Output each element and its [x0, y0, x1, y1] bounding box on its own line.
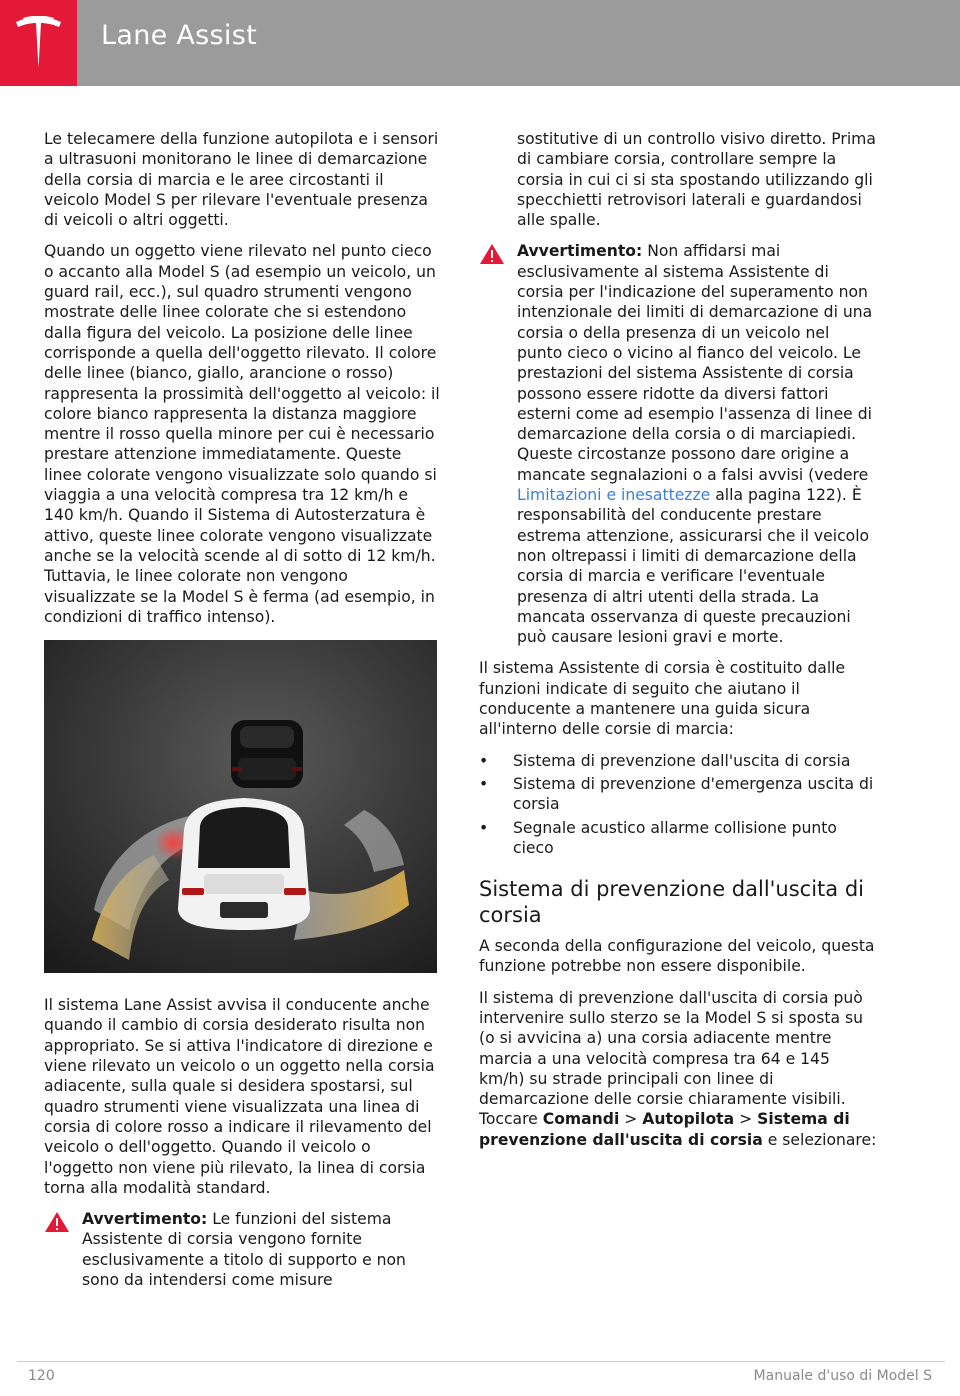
warning-continuation: sostitutive di un controllo visivo diretto. Prima di cambiare corsia, controllare sempre la corsia in cui ci si sta spostando utilizzando gli specchietti retrovisori laterali e guardandosi alle spalle. — [517, 130, 876, 230]
warning-block-2 — [479, 241, 879, 647]
menu-lane-departure: Sistema di prevenzione dall'uscita di corsia — [479, 1110, 850, 1149]
feature-list — [479, 751, 879, 858]
menu-separator: > — [619, 1110, 643, 1129]
page-title: Lane Assist — [101, 20, 257, 51]
config-paragraph: A seconda della configurazione del veicolo, questa funzione potrebbe non essere disponibile. — [479, 937, 875, 976]
lane-departure-paragraph — [479, 988, 879, 1150]
page-header — [0, 0, 960, 86]
limitations-link[interactable]: Limitazioni e inesattezze — [517, 486, 711, 505]
list-item: • Sistema di prevenzione dall'uscita di corsia — [479, 751, 879, 771]
warning-label: Avvertimento: — [82, 1210, 208, 1229]
intro-paragraph: Le telecamere della funzione autopilota e i sensori a ultrasuoni monitorano le linee di demarcazione della corsia di marcia e le aree circostanti il veicolo Model S per rilevare l'eventuale presenza di veicoli o altri oggetti. — [44, 130, 439, 230]
right-column — [479, 129, 879, 1161]
list-item: • Segnale acustico allarme collisione punto cieco — [479, 818, 879, 859]
dark-vehicle — [231, 720, 303, 788]
components-intro: Il sistema Assistente di corsia è costituito dalle funzioni indicate di seguito che aiutano il conducente a mantenere una guida sicura all'interno delle corsie di marcia: — [479, 659, 846, 739]
tesla-logo-icon — [14, 16, 63, 70]
warning-block-1 — [44, 1209, 442, 1290]
warning-icon — [479, 243, 505, 265]
warning-text: Le funzioni del sistema Assistente di corsia vengono fornite esclusivamente a titolo di supporto e non sono da intendersi come misure — [82, 1210, 406, 1289]
lane-assist-illustration — [44, 640, 437, 973]
warning-label: Avvertimento: — [517, 242, 643, 261]
list-item: • Sistema di prevenzione d'emergenza uscita di corsia — [479, 774, 879, 815]
paragraph-text: Il sistema di prevenzione dall'uscita di corsia può intervenire sullo sterzo se la Model S si sposta su (o si avvicina a) una corsia adiacente mentre marcia a una velocità compresa tra 64 e 145 km/h) su strade principali con linee di demarcazione delle corsie chiaramente visibili. Toccare — [479, 988, 863, 1129]
brand-logo — [0, 0, 77, 86]
paragraph-text-end: e selezionare: — [762, 1130, 877, 1149]
menu-separator: > — [734, 1110, 758, 1129]
lane-change-paragraph: Il sistema Lane Assist avvisa il conducente anche quando il cambio di corsia desiderato risulta non appropriato. Se si attiva l'indicatore di direzione e viene rilevato un veicolo o un oggetto nella corsia adiacente, sulla quale si desidera spostarsi, sul quadro strumenti viene visualizzata una linea di corsia di colore rosso a indicare il rilevamento del veicolo o dell'oggetto. Quando il veicolo o l'oggetto non viene più rilevato, la linea di corsia torna alla modalità standard. — [44, 996, 435, 1197]
menu-autopilot: Autopilota — [642, 1110, 735, 1129]
menu-controls: Comandi — [542, 1110, 620, 1129]
detection-paragraph: Quando un oggetto viene rilevato nel punto cieco o accanto alla Model S (ad esempio un veicolo, un guard rail, ecc.), sul quadro strumenti vengono mostrate delle linee colorate che si estendono dalla figura del veicolo. La posizione delle linee corrisponde a quella dell'oggetto rilevato. Il colore delle linee (bianco, giallo, arancione o rosso) rappresenta la prossimità dell'oggetto al veicolo: il colore bianco rappresenta la distanza maggiore mentre il rosso quella minore per cui è necessario prestare attenzione immediatamente. Queste linee colorate vengono visualizzate solo quando si viaggia a una velocità compresa tra 12 km/h e 140 km/h. Quando il Sistema di Autosterzatura è attivo, queste linee colorate vengono visualizzate anche se la velocità scende al di sotto di 12 km/h. Tuttavia, le linee colorate non vengono visualizzate se la Model S è ferma (ad esempio, in condizioni di traffico intenso). — [44, 242, 440, 626]
manual-title: Manuale d'uso di Model S — [753, 1368, 932, 1384]
warning-text-part1: Non affidarsi mai esclusivamente al sistema Assistente di corsia per l'indicazione del superamento non intenzionale dei limiti di demarcazione di una corsia o della presenza di un veicolo nel punto cieco o vicino al fianco del veicolo. Le prestazioni del sistema Assistente di corsia possono essere ridotte da diversi fattori esterni come ad esempio l'assenza di linee di demarcazione della corsia o di marciapiedi. Queste circostanze possono dare origine a mancate segnalazioni o a falsi avvisi (vedere — [517, 242, 873, 484]
left-column — [44, 129, 442, 1301]
white-vehicle — [178, 798, 310, 930]
section-heading: Sistema di prevenzione dall'uscita di corsia — [479, 877, 865, 928]
warning-text-part2: alla pagina 122). È responsabilità del conducente prestare estrema attenzione, assicurarsi che il veicolo non oltrepassi i limiti di demarcazione della corsia di marcia e verificare l'eventuale presenza di altri utenti della strada. La mancata osservanza di queste precauzioni può causare lesioni gravi e morte. — [517, 486, 870, 647]
footer-divider — [17, 1361, 945, 1362]
warning-icon — [44, 1211, 70, 1233]
page-number: 120 — [28, 1368, 55, 1384]
